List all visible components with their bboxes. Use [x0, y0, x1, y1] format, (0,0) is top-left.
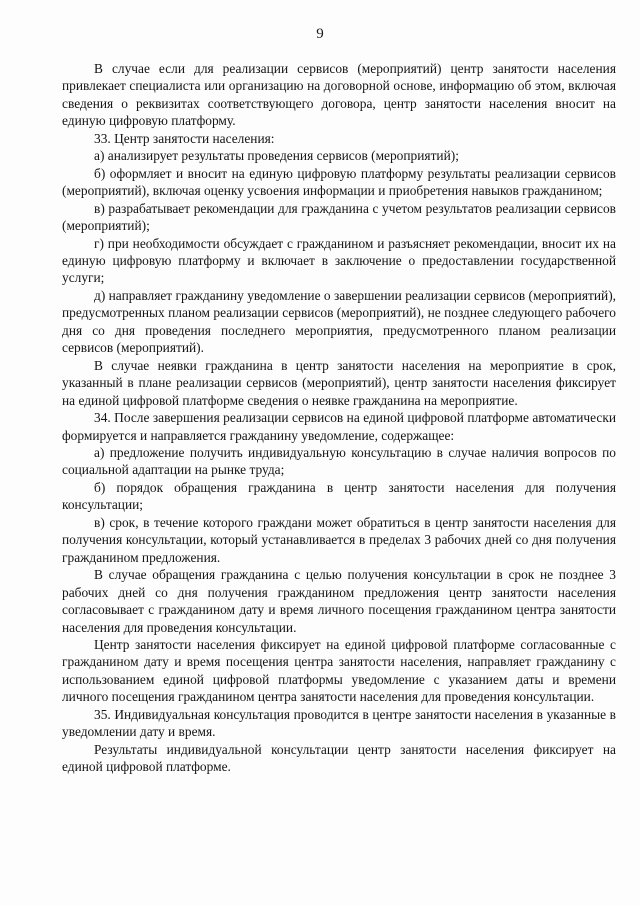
- paragraph: б) оформляет и вносит на единую цифровую платформу результаты реализации сервисов (мероприятий), включая оценку усвоения информации и приобретения навыков гражданином;: [62, 165, 616, 199]
- paragraph: г) при необходимости обсуждает с гражданином и разъясняет рекомендации, вносит их на единую цифровую платформу и включает в заключение о предоставлении государственной услуги;: [62, 235, 616, 286]
- paragraph: а) предложение получить индивидуальную консультацию в случае наличия вопросов по социальной адаптации на рынке труда;: [62, 444, 616, 478]
- paragraph: Центр занятости населения фиксирует на единой цифровой платформе согласованные с гражданином дату и время посещения центра занятости населения, направляет гражданину с использованием единой цифровой платформы уведомление с указанием даты и времени личного посещения гражданином центра занятости населения для проведения консультации.: [62, 636, 616, 705]
- paragraph: 34. После завершения реализации сервисов на единой цифровой платформе автоматически формируется и направляется гражданину уведомление, содержащее:: [62, 410, 616, 443]
- paragraph: 35. Индивидуальная консультация проводится в центре занятости населения в указанные в уведомлении дату и время.: [62, 706, 616, 740]
- page-number: 9: [316, 26, 324, 42]
- paragraph: 33. Центр занятости населения:: [94, 130, 275, 146]
- paragraph: д) направляет гражданину уведомление о завершении реализации сервисов (мероприятий), предусмотренных планом реализации сервисов (мероприятий), не позднее следующего рабочего дня со дня проведения последнего мероприятия, предусмотренного планом реализации сервисов (мероприятий).: [62, 287, 616, 356]
- paragraph: В случае неявки гражданина в центр занятости населения на мероприятие в срок, указанный в плане реализации сервисов (мероприятий), центр занятости населения фиксирует на единой цифровой платформе сведения о неявке гражданина на мероприятие.: [62, 357, 616, 408]
- paragraph: В случае если для реализации сервисов (мероприятий) центр занятости населения привлекает специалиста или организацию на договорной основе, информацию об этом, включая сведения о реквизитах соответствующего договора, центр занятости населения вносит на единую цифровую платформу.: [62, 61, 616, 129]
- paragraph: а) анализирует результаты проведения сервисов (мероприятий);: [94, 148, 459, 164]
- paragraph: б) порядок обращения гражданина в центр занятости населения для получения консультации;: [62, 479, 616, 513]
- paragraph: Результаты индивидуальной консультации центр занятости населения фиксирует на единой цифровой платформе.: [62, 741, 616, 775]
- paragraph: В случае обращения гражданина с целью получения консультации в срок не позднее 3 рабочих дней со дня получения гражданином предложения центр занятости населения согласовывает с гражданином дату и время личного посещения гражданином центра занятости населения для проведения консультации.: [62, 567, 616, 635]
- paragraph: в) разрабатывает рекомендации для гражданина с учетом результатов реализации сервисов (мероприятий);: [62, 200, 616, 234]
- paragraph: в) срок, в течение которого граждани может обратиться в центр занятости населения для получения консультации, который устанавливается в пределах 3 рабочих дней со дня получения гражданином предложения.: [62, 514, 616, 565]
- document-body: [62, 60, 616, 776]
